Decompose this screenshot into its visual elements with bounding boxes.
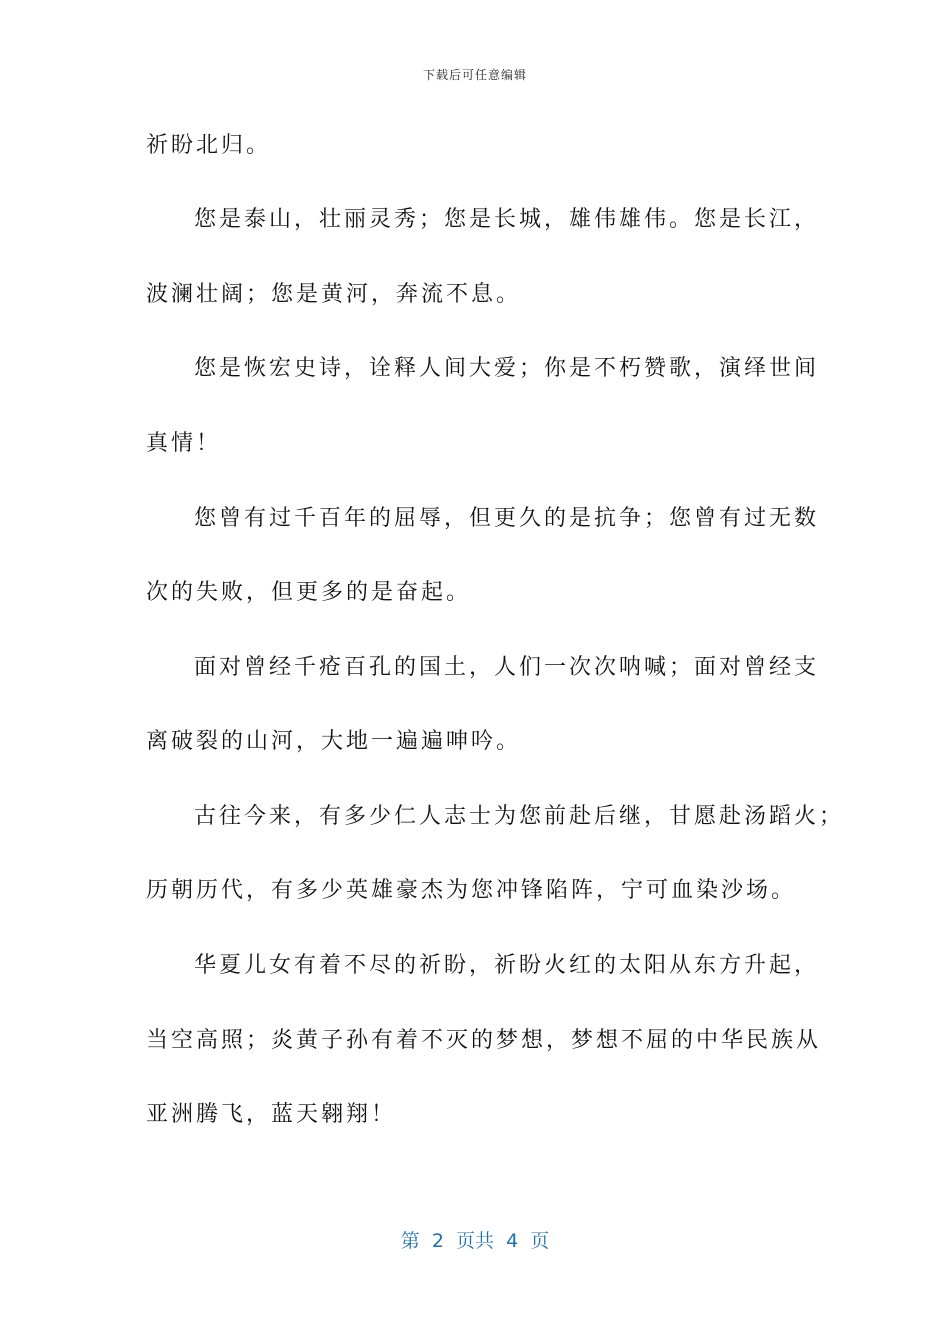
text-line: 真情！	[146, 431, 222, 456]
text-line: 当空高照；炎黄子孙有着不灭的梦想，梦想不屈的中华民族从	[146, 1028, 822, 1053]
text-line: 古往今来，有多少仁人志士为您前赴后继，甘愿赴汤蹈火；	[194, 804, 845, 829]
text-line: 离破裂的山河，大地一遍遍呻吟。	[146, 729, 522, 754]
text-line: 您是恢宏史诗，诠释人间大爱；你是不朽赞歌，演绎世间	[194, 356, 820, 381]
page-header: 下载后可任意编辑	[422, 68, 527, 82]
text-line: 次的失败，但更多的是奋起。	[146, 580, 472, 605]
text-line: 华夏儿女有着不尽的祈盼，祈盼火红的太阳从东方升起，	[194, 953, 820, 978]
text-line: 您是泰山，壮丽灵秀；您是长城，雄伟雄伟。您是长江，	[194, 207, 820, 232]
text-line: 祈盼北归。	[146, 133, 272, 158]
text-line: 面对曾经千疮百孔的国土，人们一次次呐喊；面对曾经支	[194, 655, 820, 680]
text-line: 历朝历代，有多少英雄豪杰为您冲锋陷阵，宁可血染沙场。	[146, 878, 797, 903]
page-number-footer: 第 2 页共 4 页	[400, 1230, 550, 1252]
text-line: 波澜壮阔；您是黄河，奔流不息。	[146, 282, 522, 307]
text-line: 您曾有过千百年的屈辱，但更久的是抗争；您曾有过无数	[194, 506, 820, 531]
text-line: 亚洲腾飞，蓝天翱翔！	[146, 1102, 397, 1127]
